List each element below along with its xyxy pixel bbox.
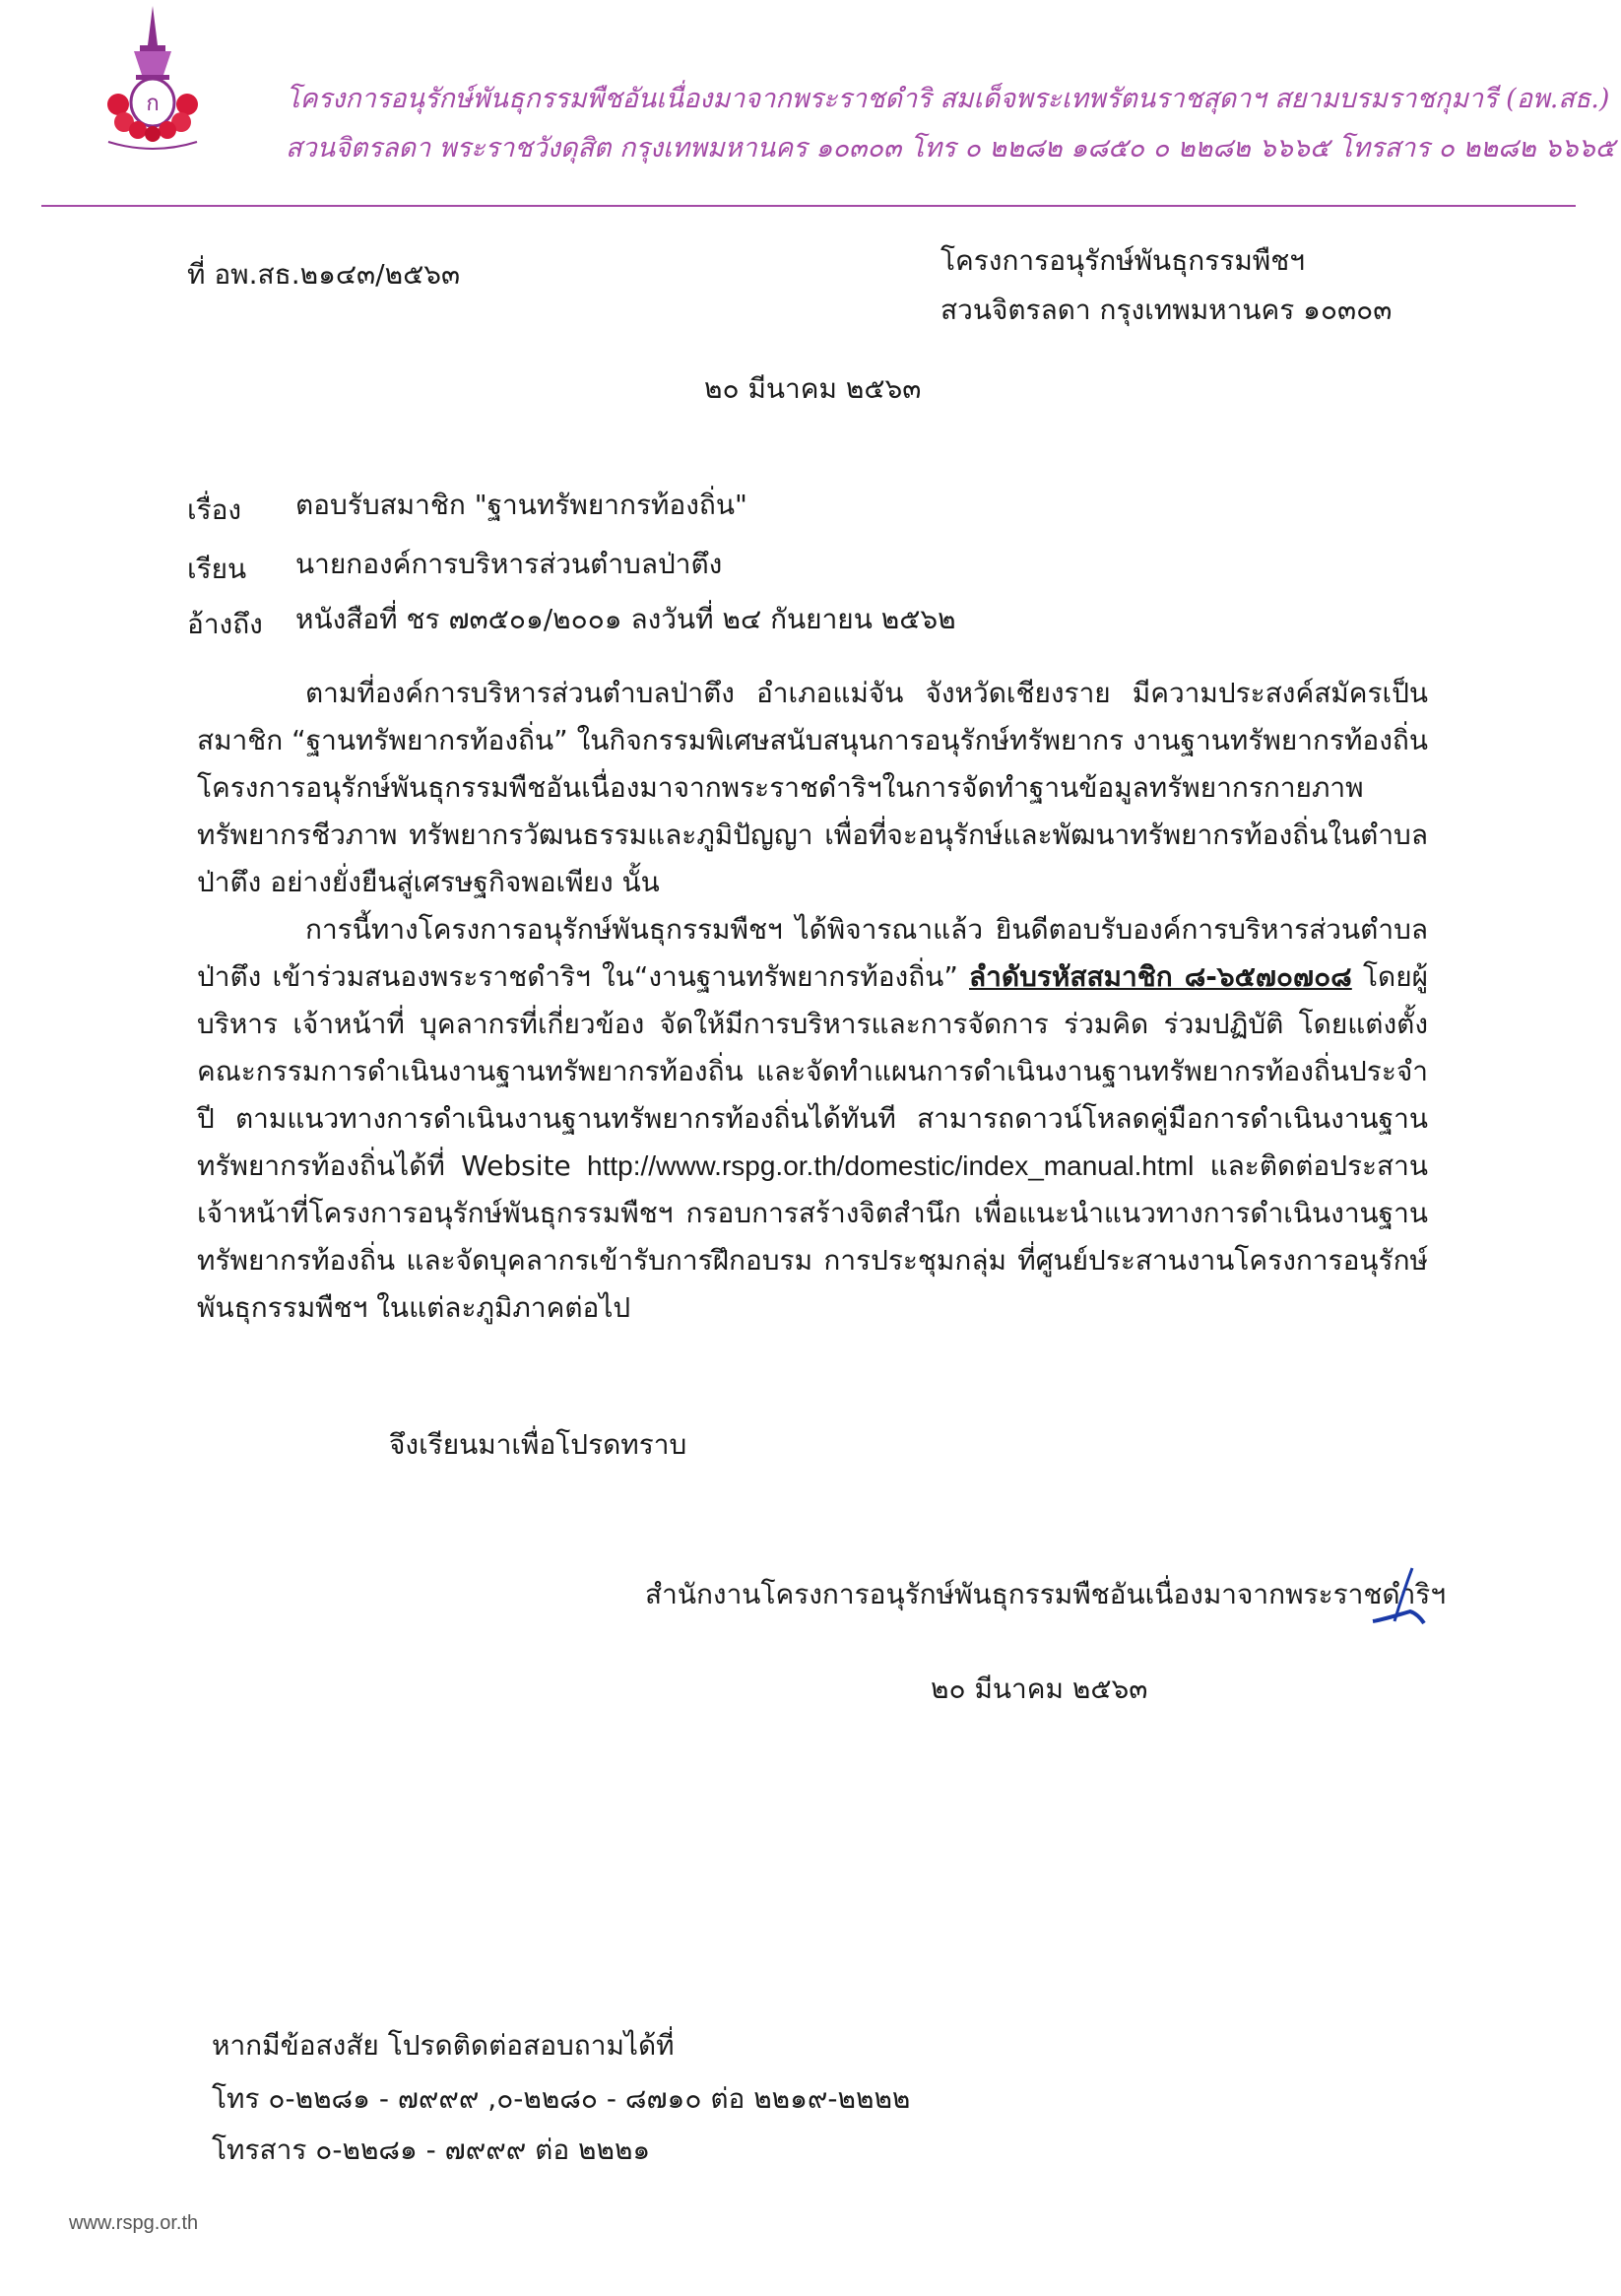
ref-number: ที่ อพ.สธ.๒๑๔๓/๒๕๖๓ (187, 258, 461, 291)
reference-text: หนังสือที่ ชร ๗๓๕๐๑/๒๐๐๑ ลงวันที่ ๒๔ กันยายน ๒๕๖๒ (295, 603, 956, 635)
header-divider (41, 205, 1576, 207)
paragraph-2-a: การนี้ทางโครงการอนุรักษ์พันธุกรรมพืชฯ ได้พิจารณาแล้ว ยินดีตอบรับองค์การบริหารส่วนตำบลป่าตึง เข้าร่วมสนองพระราชดำริฯ ใน“งานฐานทรัพยากรท้องถิ่น” (197, 913, 1428, 993)
signatory: สำนักงานโครงการอนุรักษ์พันธุกรรมพืชอันเนื่องมาจากพระราชดำริฯ (645, 1578, 1447, 1610)
rspg-crest-icon (98, 6, 207, 154)
body (197, 670, 1428, 1332)
subject: ตอบรับสมาชิก "ฐานทรัพยากรท้องถิ่น" (295, 489, 747, 521)
paragraph-2-c: และติดต่อประสานเจ้าหน้าที่โครงการอนุรักษ์พันธุกรรมพืชฯ กรอบการสร้างจิตสำนึก เพื่อแนะนำแนวทางการดำเนินงานฐานทรัพยากรท้องถิ่น และจัดบุคลากรเข้ารับการฝึกอบรม การประชุมกลุ่ม ที่ศูนย์ประสานงานโครงการอนุรักษ์พันธุกรรมพืชฯ ในแต่ละภูมิภาคต่อไป (197, 1149, 1429, 1324)
svg-text:ก: ก (146, 92, 160, 116)
contact-phone: โทร ๐-๒๒๘๑ - ๗๙๙๙ ,๐-๒๒๘๐ - ๘๗๑๐ ต่อ ๒๒๑๙-๒๒๒๒ (212, 2082, 911, 2115)
sender-org: โครงการอนุรักษ์พันธุกรรมพืชฯ (940, 244, 1305, 277)
paragraph-2-b: โดยผู้บริหาร เจ้าหน้าที่ บุคลากรที่เกี่ยวข้อง จัดให้มีการบริหารและการจัดการ ร่วมคิด ร่วมปฏิบัติ โดยแต่งตั้งคณะกรรมการดำเนินงานฐานทรัพยากรท้องถิ่น และจัดทำแผนการดำเนินงานฐานทรัพยากรท้องถิ่นประจำปี ตามแนวทางการดำเนินงานฐานทรัพยากรท้องถิ่นได้ทันที สามารถดาวน์โหลดคู่มือการดำเนินงานฐานทรัพยากรท้องถิ่นได้ที่ Website (197, 960, 1429, 1182)
closing: จึงเรียนมาเพื่อโปรดทราบ (389, 1428, 687, 1461)
contact-fax: โทรสาร ๐-๒๒๘๑ - ๗๙๙๙ ต่อ ๒๒๒๑ (212, 2133, 651, 2166)
header-org-line: โครงการอนุรักษ์พันธุกรรมพืชอันเนื่องมาจากพระราชดำริ สมเด็จพระเทพรัตนราชสุดาฯ สยามบรมราชกุมารี (อพ.สธ.) (286, 84, 1610, 114)
letter-date: ๒๐ มีนาคม ๒๕๖๓ (704, 372, 922, 405)
footer-website[interactable]: www.rspg.or.th (69, 2212, 199, 2234)
reference-label: อ้างถึง (187, 608, 263, 640)
sender-address: สวนจิตรลดา กรุงเทพมหานคร ๑๐๓๐๓ (940, 294, 1393, 326)
signature-mark (1367, 1564, 1426, 1637)
signature-date: ๒๐ มีนาคม ๒๕๖๓ (931, 1673, 1148, 1705)
member-code: ลำดับรหัสสมาชิก ๘-๖๕๗๐๗๐๘ (969, 960, 1352, 993)
paragraph-2 (197, 906, 1428, 1332)
to-recipient: นายกองค์การบริหารส่วนตำบลป่าตึง (295, 548, 723, 580)
header-address-line: สวนจิตรลดา พระราชวังดุสิต กรุงเทพมหานคร ๑๐๓๐๓ โทร ๐ ๒๒๘๒ ๑๘๕๐ ๐ ๒๒๘๒ ๖๖๖๕ โทรสาร ๐ ๒๒๘๒ ๖๖๖๕ (286, 133, 1616, 164)
paragraph-1: ตามที่องค์การบริหารส่วนตำบลป่าตึง อำเภอแม่จัน จังหวัดเชียงราย มีความประสงค์สมัครเป็นสมาชิก “ฐานทรัพยากรท้องถิ่น” ในกิจกรรมพิเศษสนับสนุนการอนุรักษ์ทรัพยากร งานฐานทรัพยากรท้องถิ่น โครงการอนุรักษ์พันธุกรรมพืชอันเนื่องมาจากพระราชดำริฯในการจัดทำฐานข้อมูลทรัพยากรกายภาพ ทรัพยากรชีวภาพ ทรัพยากรวัฒนธรรมและภูมิปัญญา เพื่อที่จะอนุรักษ์และพัฒนาทรัพยากรท้องถิ่นในตำบลป่าตึง อย่างยั่งยืนสู่เศรษฐกิจพอเพียง นั้น (197, 677, 1428, 898)
contact-intro: หากมีข้อสงสัย โปรดติดต่อสอบถามได้ที่ (212, 2029, 675, 2062)
to-label: เรียน (187, 553, 247, 585)
manual-link[interactable]: http://www.rspg.or.th/domestic/index_manual.html (587, 1150, 1195, 1181)
subject-label: เรื่อง (187, 493, 242, 526)
